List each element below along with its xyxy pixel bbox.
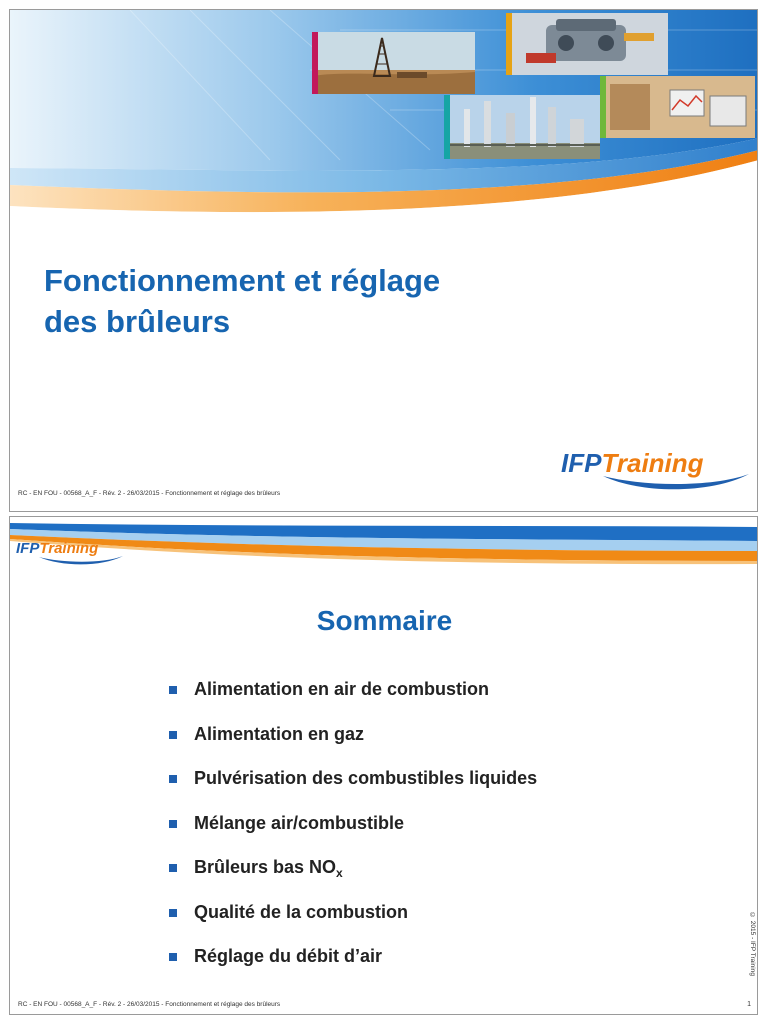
desert-oil-rig-photo (312, 32, 475, 94)
square-bullet-icon (169, 909, 177, 917)
logo-training-text: Training (601, 448, 704, 478)
summary-item: Réglage du débit d’air (167, 945, 537, 990)
summary-item: Alimentation en air de combustion (167, 678, 537, 723)
square-bullet-icon (169, 953, 177, 961)
engine-photo (506, 13, 668, 75)
page-number: 1 (747, 1001, 751, 1008)
summary-list (167, 678, 537, 990)
square-bullet-icon (169, 731, 177, 739)
logo-swoosh-icon (38, 555, 124, 567)
logo-training-text: Training (39, 540, 99, 557)
logo-swoosh-icon (601, 472, 751, 494)
title-line-2: des brûleurs (44, 304, 231, 339)
square-bullet-icon (169, 820, 177, 828)
summary-heading: Sommaire (316, 605, 453, 636)
summary-item: Brûleurs bas $NO_x$ (167, 856, 537, 901)
slide-footer-reference: RC - EN FOU - 00568_A_F - Rév. 2 - 26/03/2015 - Fonctionnement et réglage des brûleurs (18, 1001, 281, 1008)
ifp-training-logo-small (16, 540, 126, 568)
laboratory-photo (600, 76, 755, 138)
slide-footer-reference: RC - EN FOU - 00568_A_F - Rév. 2 - 26/03/2015 - Fonctionnement et réglage des brûleurs (18, 490, 281, 497)
nox-subscript: x (336, 866, 343, 880)
logo-ifp-text: IFP (561, 448, 602, 478)
refinery-photo (444, 95, 600, 159)
summary-item: Pulvérisation des combustibles liquides (167, 767, 537, 812)
summary-item: Qualité de la combustion (167, 901, 537, 946)
presentation-title (44, 260, 440, 342)
title-slide (9, 9, 758, 512)
square-bullet-icon (169, 686, 177, 694)
title-line-1: Fonctionnement et réglage (44, 263, 441, 298)
summary-slide (9, 516, 758, 1015)
square-bullet-icon (169, 775, 177, 783)
square-bullet-icon (169, 864, 177, 872)
summary-item: Mélange air/combustible (167, 812, 537, 857)
copyright-notice: © 2015 - IFP Training (749, 912, 756, 976)
summary-item: Alimentation en gaz (167, 723, 537, 768)
logo-ifp-text: IFP (16, 540, 40, 557)
ifp-training-logo (561, 448, 751, 494)
